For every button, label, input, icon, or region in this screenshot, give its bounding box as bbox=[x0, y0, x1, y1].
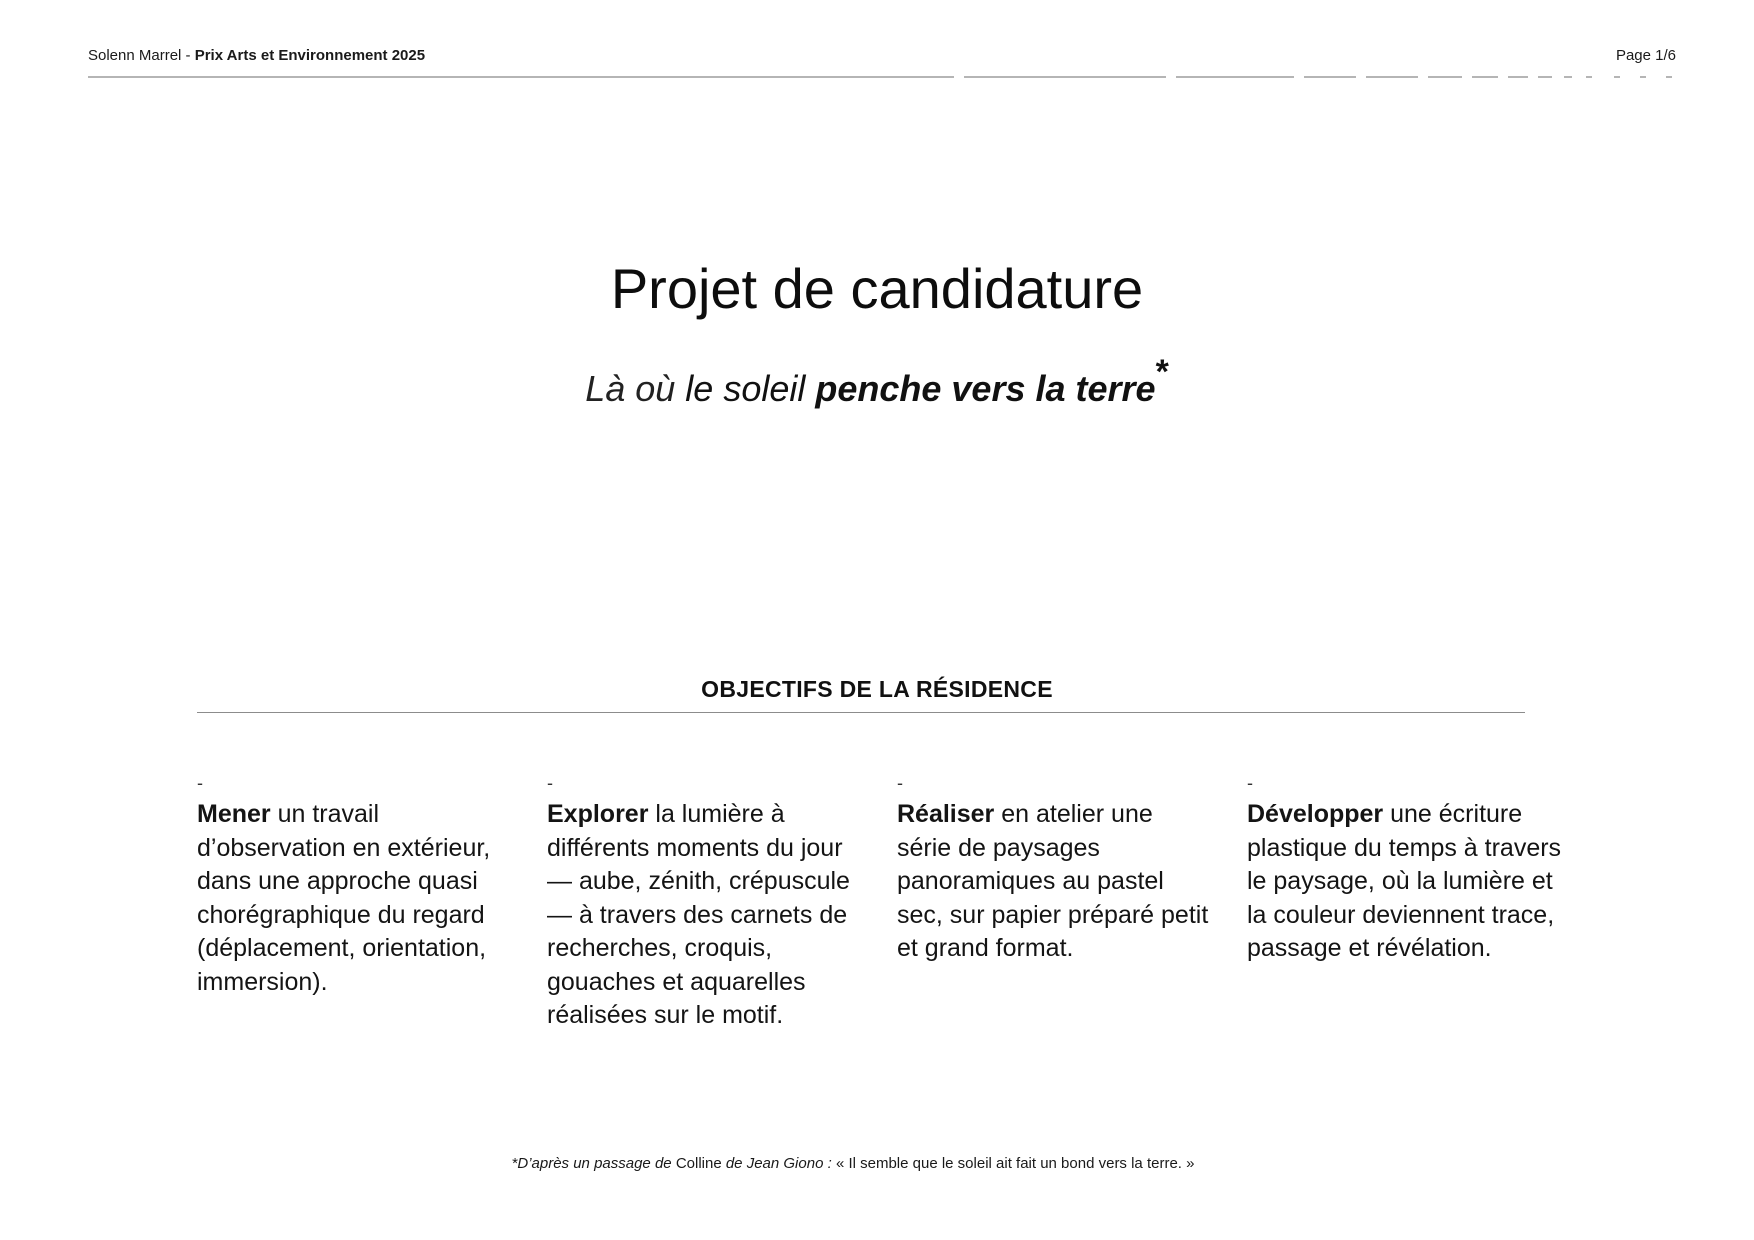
footnote-star: * bbox=[511, 1155, 518, 1172]
page-title: Projet de candidature bbox=[610, 257, 1144, 320]
objective-column bbox=[197, 768, 512, 999]
footnote bbox=[0, 1155, 1706, 1172]
objective-text: une écriture plastique du temps à travers le paysage, où la lumière et la couleur deviennent trace, passage et révélation. bbox=[1247, 800, 1562, 962]
objective-verb: Réaliser bbox=[897, 800, 995, 828]
objective-column bbox=[547, 768, 862, 1033]
section-rule bbox=[197, 712, 1525, 713]
page-number: Page 1/6 bbox=[1615, 47, 1676, 64]
project-subtitle bbox=[0, 353, 1754, 410]
objective-dash: - bbox=[897, 773, 903, 793]
objective-dash: - bbox=[1247, 773, 1253, 793]
footnote-mark: * bbox=[1155, 353, 1169, 391]
header-event: Prix Arts et Environnement 2025 bbox=[194, 47, 426, 64]
subtitle-part-2: le soleil bbox=[685, 368, 816, 409]
objective-text: un travail d’observation en extérieur, dans une approche quasi chorégraphique du regard (déplacement, orientation, immersion). bbox=[197, 800, 491, 996]
header-rule bbox=[88, 76, 1676, 78]
objective-text: la lumière à différents moments du jour — aube, zénith, crépuscule — à travers des carnets de recherches, croquis, gouaches et aquarelles réalisées sur le motif. bbox=[547, 800, 850, 1029]
subtitle-part-1: Là où bbox=[585, 368, 686, 409]
running-header bbox=[88, 47, 425, 64]
footnote-quote: « Il semble que le soleil ait fait un bond vers la terre. » bbox=[835, 1155, 1195, 1172]
objective-verb: Explorer bbox=[547, 800, 649, 828]
objective-verb: Mener bbox=[197, 800, 271, 828]
objective-column bbox=[1247, 768, 1562, 966]
footnote-author: de Jean Giono : bbox=[725, 1155, 832, 1172]
subtitle-part-3: penche vers la terre bbox=[815, 368, 1156, 409]
footnote-lead: D’après un passage de bbox=[517, 1155, 672, 1172]
objective-dash: - bbox=[197, 773, 203, 793]
objective-column bbox=[897, 768, 1212, 966]
objective-dash: - bbox=[547, 773, 553, 793]
objective-verb: Développer bbox=[1247, 800, 1384, 828]
objective-text: en atelier une série de paysages panoramiques au pastel sec, sur papier préparé petit et grand format. bbox=[897, 800, 1209, 962]
footnote-work: Colline bbox=[675, 1155, 722, 1172]
section-title: OBJECTIFS DE LA RÉSIDENCE bbox=[701, 676, 1053, 702]
header-author: Solenn Marrel - bbox=[88, 47, 191, 64]
